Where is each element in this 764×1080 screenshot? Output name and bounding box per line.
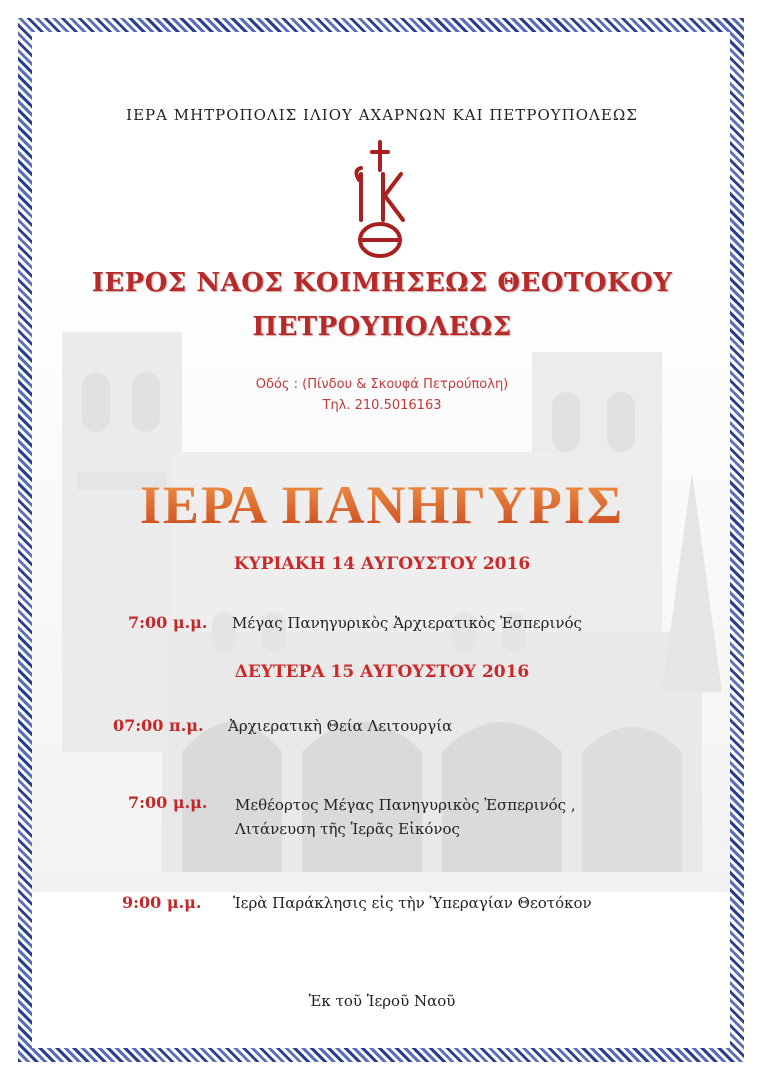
phone: Τηλ. 210.5016163 — [322, 398, 442, 413]
event-description: Μεθέορτος Μέγας Πανηγυρικὸς Ἑσπερινός , — [235, 796, 576, 814]
event-description-continued: Λιτάνευση τῆς Ἱερᾶς Εἰκόνος — [235, 820, 460, 838]
event-description: Ἀρχιερατικὴ Θεία Λειτουργία — [228, 717, 453, 735]
event-time: 07:00 π.μ. — [113, 716, 204, 735]
footer-signature: Ἐκ τοῦ Ἱεροῦ Ναοῦ — [308, 992, 456, 1010]
temple-name-line-1: ΙΕΡΟΣ ΝΑΟΣ ΚΟΙΜΗΣΕΩΣ ΘΕΟΤΟΚΟΥ — [91, 268, 673, 298]
address: Οδός : (Πίνδου & Σκουφά Πετρούπολη) — [255, 377, 509, 392]
metropolis-heading: ΙΕΡΑ ΜΗΤΡΟΠΟΛΙΣ ΙΛΙΟΥ ΑΧΑΡΝΩΝ ΚΑΙ ΠΕΤΡΟΥΠΟΛΕΩΣ — [126, 106, 638, 124]
church-monogram-icon — [345, 140, 415, 260]
event-time: 9:00 μ.μ. — [122, 893, 202, 912]
temple-name-line-2: ΠΕΤΡΟΥΠΟΛΕΩΣ — [252, 312, 512, 342]
date-monday: ΔΕΥΤΕΡΑ 15 ΑΥΓΟΥΣΤΟΥ 2016 — [234, 662, 530, 682]
feast-title: ΙΕΡΑ ΠΑΝΗΓΥΡΙΣ — [0, 474, 764, 536]
event-time: 7:00 μ.μ. — [128, 793, 208, 812]
event-description: Μέγας Πανηγυρικὸς Ἀρχιερατικὸς Ἑσπερινός — [232, 614, 582, 632]
event-description: Ἱερὰ Παράκλησις εἰς τὴν Ὑπεραγίαν Θεοτόκον — [233, 894, 592, 912]
date-sunday: ΚΥΡΙΑΚΗ 14 ΑΥΓΟΥΣΤΟΥ 2016 — [233, 554, 531, 574]
event-time: 7:00 μ.μ. — [128, 613, 208, 632]
